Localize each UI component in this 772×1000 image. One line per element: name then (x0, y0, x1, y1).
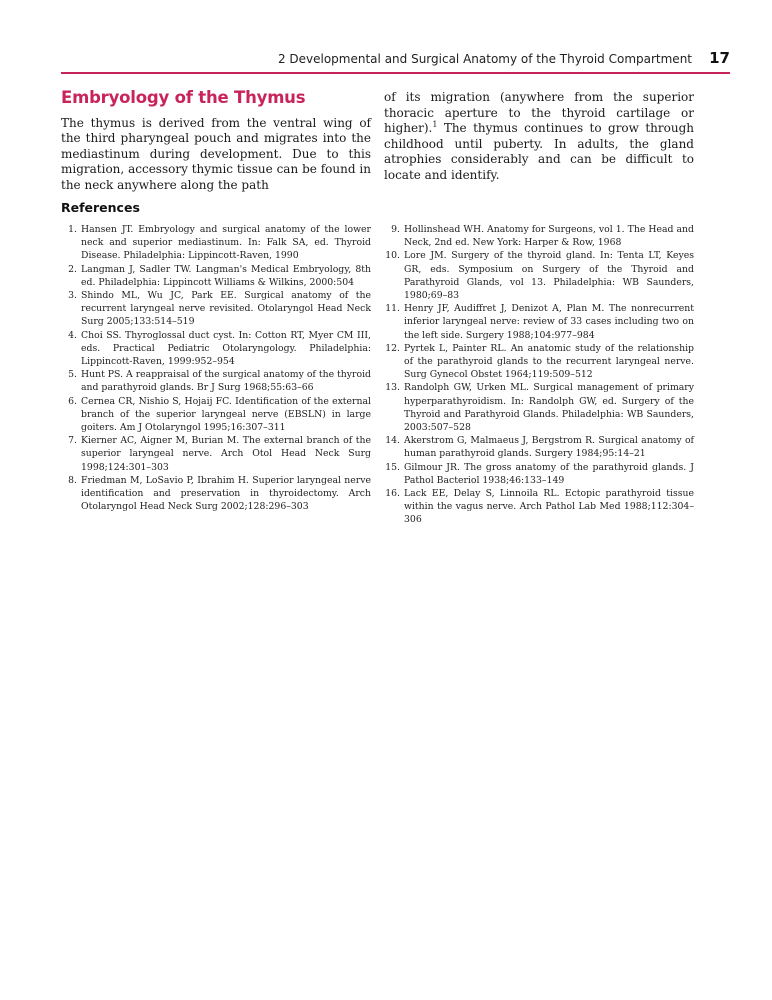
reference-number: 10. (385, 250, 400, 262)
citation-superscript: 1 (432, 120, 438, 129)
section-heading: Embryology of the Thymus (61, 88, 306, 107)
body-text-part-b: The thymus continues to grow through childhood until puberty. In adults, the gland atrophies considerably and can be difficult to locate and identify. (384, 121, 694, 182)
reference-item (384, 223, 694, 249)
reference-item (384, 434, 694, 460)
reference-text: Henry JF, Audiffret J, Denizot A, Plan M. The nonrecurrent inferior laryngeal nerve: review of 33 cases including two on the left side. Surgery 1988;104:977–984 (404, 303, 694, 341)
page-number: 17 (709, 49, 730, 67)
reference-text: Langman J, Sadler TW. Langman's Medical Embryology, 8th ed. Philadelphia: Lippincott Williams & Wilkins, 2000:504 (81, 263, 371, 288)
reference-number: 12. (385, 342, 400, 354)
reference-text: Shindo ML, Wu JC, Park EE. Surgical anatomy of the recurrent laryngeal nerve revisited. Otolaryngol Head Neck Surg 2005;133:514–519 (81, 290, 371, 328)
reference-number: 8. (68, 474, 77, 486)
reference-item (61, 223, 371, 263)
reference-number: 11. (385, 303, 400, 315)
reference-item (61, 263, 371, 289)
reference-text: Lack EE, Delay S, Linnoila RL. Ectopic parathyroid tissue within the vagus nerve. Arch Pathol Lab Med 1988;112:304–306 (404, 488, 694, 526)
reference-text: Randolph GW, Urken ML. Surgical management of primary hyperparathyroidism. In: Randolph GW, ed. Surgery of the Thyroid and Parathyroid Glands. Philadelphia: WB Saunders, 2003:507–528 (404, 382, 694, 434)
reference-item (61, 329, 371, 369)
reference-item (384, 342, 694, 382)
reference-number: 16. (385, 488, 400, 500)
running-header (61, 50, 730, 74)
reference-list-right (384, 223, 694, 527)
reference-number: 2. (68, 263, 77, 275)
reference-number: 4. (68, 329, 77, 341)
reference-text: Akerstrom G, Malmaeus J, Bergstrom R. Surgical anatomy of human parathyroid glands. Surgery 1984;95:14–21 (404, 435, 694, 460)
reference-item (384, 381, 694, 434)
reference-item (384, 487, 694, 527)
reference-item (61, 395, 371, 435)
reference-text: Friedman M, LoSavio P, Ibrahim H. Superior laryngeal nerve identification and preservation in thyroidectomy. Arch Otolaryngol Head Neck Surg 2002;128:296–303 (81, 474, 371, 513)
running-title: 2 Developmental and Surgical Anatomy of the Thyroid Compartment (277, 52, 692, 66)
reference-item (384, 302, 694, 342)
reference-text: Gilmour JR. The gross anatomy of the parathyroid glands. J Pathol Bacteriol 1938;46:133–149 (404, 461, 694, 486)
reference-text: Hollinshead WH. Anatomy for Surgeons, vol 1. The Head and Neck, 2nd ed. New York: Harper & Row, 1968 (404, 224, 694, 249)
reference-item (384, 461, 694, 487)
section-left-column (61, 90, 371, 193)
reference-item (61, 434, 371, 474)
reference-list-left (61, 223, 371, 513)
reference-item (61, 289, 371, 329)
reference-text: Pyrtek L, Painter RL. An anatomic study of the relationship of the parathyroid glands to the recurrent laryngeal nerve. Surg Gynecol Obstet 1964;119:509–512 (404, 342, 694, 381)
reference-text: Lore JM. Surgery of the thyroid gland. In: Tenta LT, Keyes GR, eds. Symposium on Surgery of the Thyroid and Parathyroid Glands, vol 13. Philadelphia: WB Saunders, 1980;69–83 (404, 250, 694, 302)
reference-text: Kierner AC, Aigner M, Burian M. The external branch of the superior laryngeal nerve. Arch Otol Head Neck Surg 1998;124:301–303 (81, 435, 371, 473)
reference-number: 6. (68, 395, 77, 407)
reference-number: 15. (385, 461, 400, 473)
reference-item (61, 474, 371, 514)
body-text-part-a: of its migration (anywhere from the superior thoracic aperture to the thyroid cartilage or higher). (384, 90, 694, 135)
section-right-column (384, 90, 694, 183)
reference-number: 5. (68, 369, 77, 381)
reference-number: 9. (391, 224, 400, 235)
body-paragraph-right (384, 90, 694, 183)
reference-text: Cernea CR, Nishio S, Hojaij FC. Identification of the external branch of the superior laryngeal nerve (EBSLN) in large goiters. Am J Otolaryngol 1995;16:307–311 (81, 395, 371, 434)
reference-number: 14. (385, 435, 400, 447)
body-paragraph-left: The thymus is derived from the ventral wing of the third pharyngeal pouch and migrates into the mediastinum during development. Due to this migration, accessory thymic tissue can be found in the neck anywhere along the path (61, 115, 371, 192)
reference-text: Hansen JT. Embryology and surgical anatomy of the lower neck and superior mediastinum. In: Falk SA, ed. Thyroid Disease. Philadelphia: Lippincott-Raven, 1990 (81, 224, 371, 262)
reference-item (384, 249, 694, 302)
reference-number: 7. (68, 435, 77, 447)
reference-text: Hunt PS. A reappraisal of the surgical anatomy of the thyroid and parathyroid glands. Br J Surg 1968;55:63–66 (81, 369, 371, 394)
reference-number: 3. (68, 290, 77, 302)
reference-item (61, 368, 371, 394)
reference-number: 13. (385, 382, 400, 394)
references-heading: References (61, 200, 140, 215)
reference-text: Choi SS. Thyroglossal duct cyst. In: Cotton RT, Myer CM III, eds. Practical Pediatric Otolaryngology. Philadelphia: Lippincott-Raven, 1999:952–954 (81, 329, 371, 368)
reference-number: 1. (68, 224, 77, 235)
